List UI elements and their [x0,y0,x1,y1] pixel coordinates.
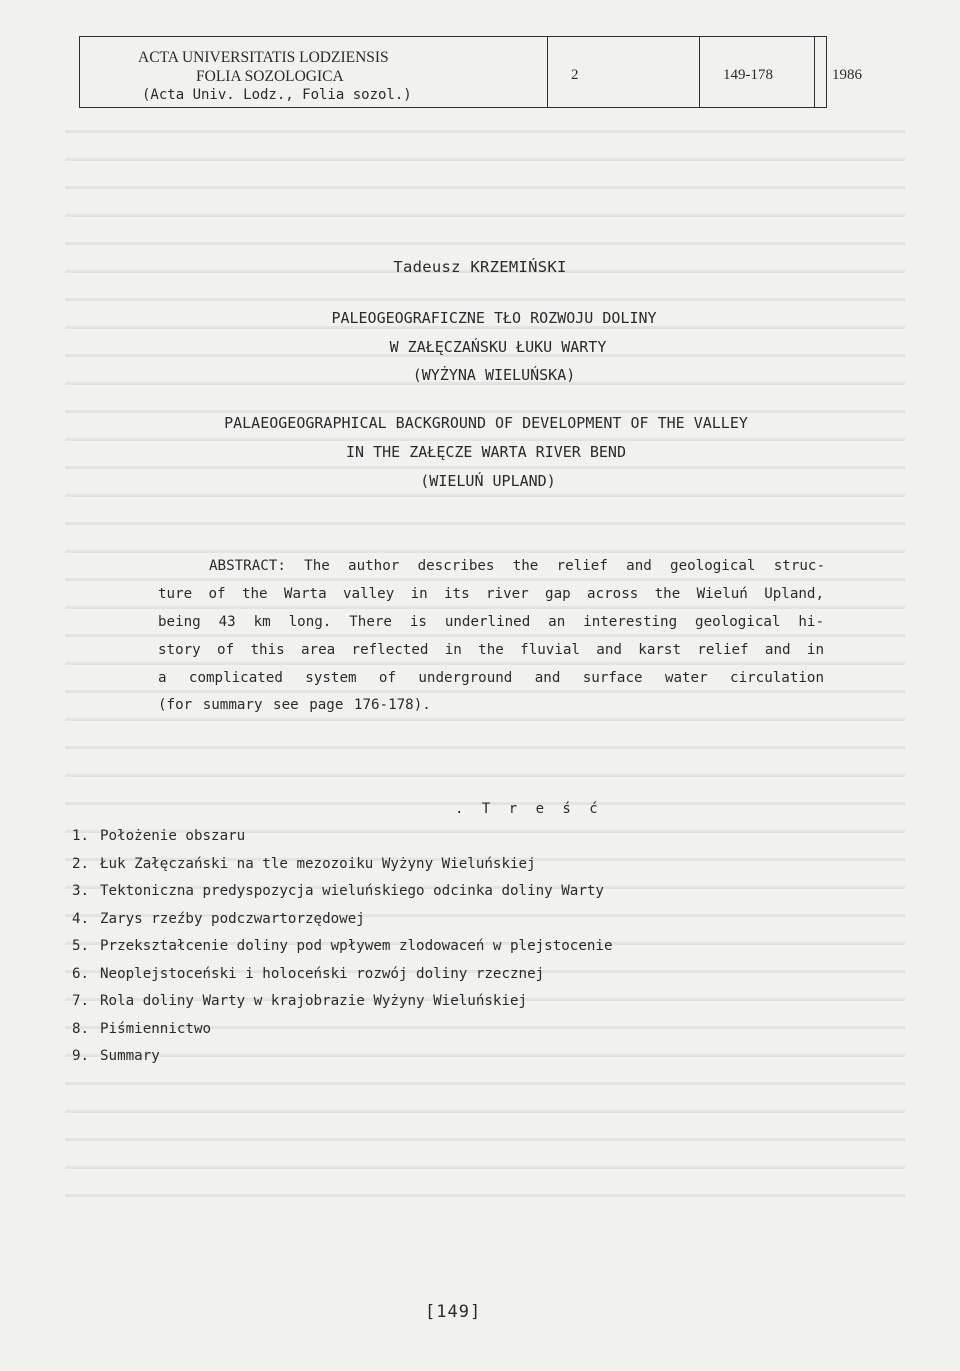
toc-item [72,1048,613,1076]
toc-number: 9. [72,1048,90,1064]
journal-header-table [79,36,862,108]
toc-number: 5. [72,938,90,954]
toc-title: Łuk Załęczański na tle mezozoiku Wyżyny Wieluńskiej [100,855,536,872]
page-range: 149-178 [723,67,773,83]
toc-item [72,1021,613,1049]
toc-item [72,883,613,911]
contents-heading: . T r e ś ć [455,801,603,817]
toc-number: 4. [72,910,90,927]
toc-title: Summary [100,1048,160,1064]
issue-number: 2 [571,67,579,83]
title-pl-line1: PALEOGEOGRAFICZNE TŁO ROZWOJU DOLINY [331,309,657,327]
toc-title: Rola doliny Warty w krajobrazie Wyżyny Wieluńskiej [100,993,528,1009]
toc-number: 3. [72,883,90,899]
abstract-line: story of this area reflected in the fluvial and karst relief and in [158,642,824,658]
toc-item [72,966,613,994]
toc-title: Piśmiennictwo [100,1020,212,1037]
toc-item [72,856,613,884]
title-pl-line3: (WYŻYNA WIELUŃSKA) [412,366,576,384]
journal-name: ACTA UNIVERSITATIS LODZIENSIS [138,49,389,66]
abstract-line: ABSTRACT: The author describes the relief and geological struc- [209,558,825,574]
toc-title: Tektoniczna predyspozycja wieluńskiego odcinka doliny Warty [100,883,604,899]
table-of-contents [72,828,613,1076]
abstract-line: being 43 km long. There is underlined an interesting geological hi- [158,614,824,630]
toc-item [72,911,613,939]
toc-title: Neoplejstoceński i holoceński rozwój doliny rzecznej [100,965,545,982]
toc-number: 1. [72,828,90,844]
toc-title: Położenie obszaru [100,828,246,844]
journal-series: FOLIA SOZOLOGICA [196,68,344,85]
page-number: [149] [425,1302,482,1322]
publication-year: 1986 [832,67,862,83]
toc-item [72,828,613,856]
title-pl-line2: W ZAŁĘCZAŃSKU ŁUKU WARTY [389,338,607,356]
toc-item [72,938,613,966]
author-name: Tadeusz KRZEMIŃSKI [393,258,567,276]
toc-title: Zarys rzeźby podczwartorzędowej [100,910,365,927]
toc-number: 6. [72,965,90,982]
journal-abbreviation: (Acta Univ. Lodz., Folia sozol.) [142,87,412,103]
abstract-line: a complicated system of underground and surface water circulation [158,670,824,686]
toc-number: 2. [72,855,90,872]
year-cell [815,37,828,107]
journal-cell [80,37,548,107]
toc-number: 8. [72,1020,90,1037]
abstract-line: ture of the Warta valley in its river gap across the Wieluń Upland, [158,586,824,602]
toc-item [72,993,613,1021]
toc-title: Przekształcenie doliny pod wpływem zlodowaceń w plejstocenie [100,938,613,954]
abstract-line: (for summary see page 176-178). [158,697,431,713]
title-en-line1: PALAEOGEOGRAPHICAL BACKGROUND OF DEVELOPMENT OF THE VALLEY [224,414,748,432]
title-en-line3: (WIELUŃ UPLAND) [420,472,556,490]
title-en-line2: IN THE ZAŁĘCZE WARTA RIVER BEND [346,443,626,461]
toc-number: 7. [72,993,90,1009]
